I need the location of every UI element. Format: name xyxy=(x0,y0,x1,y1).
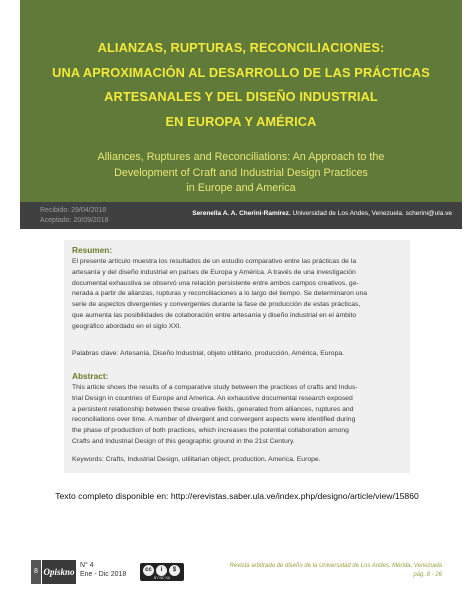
page-range: pág. 8 - 26 xyxy=(413,572,442,578)
resumen-line: que aumenta las posibilidades de colaboración entre artesanía y diseño industrial en el ámbito xyxy=(72,311,357,319)
subtitle-line: Alliances, Ruptures and Reconciliations: An Approach to the xyxy=(97,151,385,163)
journal-info xyxy=(230,562,442,580)
abstract-heading: Abstract: xyxy=(72,371,109,381)
article-subtitle xyxy=(20,150,462,197)
abstract-line: Crafts and Industrial Design of this geographic ground in the 21st Century. xyxy=(72,437,295,445)
subtitle-line: in Europe and America xyxy=(186,182,296,194)
resumen-line: artesanía y del diseño industrial en países de Europa y América. A través de una investigación xyxy=(72,268,356,276)
meta-bar xyxy=(20,202,462,229)
page-number: 8 xyxy=(31,560,41,584)
abstract-box xyxy=(64,240,410,473)
creative-commons-badge xyxy=(140,563,184,581)
title-line: EN EUROPA Y AMÉRICA xyxy=(165,113,317,129)
by-icon: i xyxy=(156,565,167,576)
resumen-line: documental exhaustiva se observó una relación persistente entre ambos campos creativos, ge- xyxy=(72,279,359,287)
received-date: Recibido: 29/04/2018 xyxy=(40,207,107,214)
abstract-line: the phase of production of both practices, which increases the potential collaboration among xyxy=(72,427,349,435)
journal-line: Revista arbitrada de diseño de la Universidad de Los Andes. Mérida, Venezuela xyxy=(229,563,442,569)
title-line: ARTESANALES Y DEL DISEÑO INDUSTRIAL xyxy=(104,89,378,104)
cc-icon: cc xyxy=(143,565,154,576)
resumen-line: geográfico abordado en el siglo XXI. xyxy=(72,322,182,330)
title-line: ALIANZAS, RUPTURAS, RECONCILIACIONES: xyxy=(97,40,385,55)
journal-logo: Opiskno xyxy=(42,560,76,584)
author-name: Serenella A. A. Cherini-Ramírez. xyxy=(192,210,291,217)
author-affiliation: Universidad de Los Andes, Venezuela. scherini@ula.ve xyxy=(292,210,452,217)
issue-date: Ene - Dic 2018 xyxy=(80,571,127,578)
abstract-text xyxy=(72,383,404,448)
issue-number: N° 4 xyxy=(80,562,94,569)
abstract-line: reconciliations over time. A number of divergent and convergent aspects were identified during xyxy=(72,416,356,424)
resumen-heading: Resumen: xyxy=(72,245,113,255)
title-line: UNA APROXIMACIÓN AL DESARROLLO DE LAS PRÁCTICAS xyxy=(52,64,430,80)
page-footer xyxy=(0,558,474,588)
cc-label: BY NC SA xyxy=(153,576,171,580)
resumen-line: El presente artículo muestra los resultados de un estudio comparativo entre las prácticas de la xyxy=(72,258,357,265)
subtitle-line: Development of Craft and Industrial Design Practices xyxy=(114,166,368,179)
abstract-line: This article shows the results of a comparative study between the practices of crafts and Indus- xyxy=(72,384,358,391)
author-line xyxy=(192,210,452,217)
article-header xyxy=(20,0,462,202)
resumen-line: serie de aspectos divergentes y convergentes durante la fase de producción de estas prácticas, xyxy=(72,301,361,309)
resumen-keywords: Palabras clave: Artesanía, Diseño Industrial, objeto utilitario, producción, América, Europa. xyxy=(72,350,345,357)
accepted-date: Aceptado: 20/09/2018 xyxy=(40,217,109,224)
full-text-link[interactable]: Texto completo disponible en: http://erevistas.saber.ula.ve/index.php/designo/article/view/15860 xyxy=(55,491,419,501)
article-title xyxy=(20,36,462,134)
abstract-keywords: Keywords: Crafts, Industrial Design, utilitarian object, production, America, Europe. xyxy=(72,456,321,463)
abstract-line: a persistent relationship between these creative fields, generated from alliances, ruptures and xyxy=(72,405,354,413)
dates xyxy=(40,206,109,226)
nc-icon: $ xyxy=(169,565,180,576)
resumen-line: nerada a partir de alianzas, rupturas y reconciliaciones a lo largo del tiempo. Se determinaron una xyxy=(72,290,368,298)
resumen-text xyxy=(72,257,404,333)
abstract-line: trial Design in countries of Europe and America. An exhaustive documental research exposed xyxy=(72,394,353,402)
issue-info xyxy=(80,561,126,579)
